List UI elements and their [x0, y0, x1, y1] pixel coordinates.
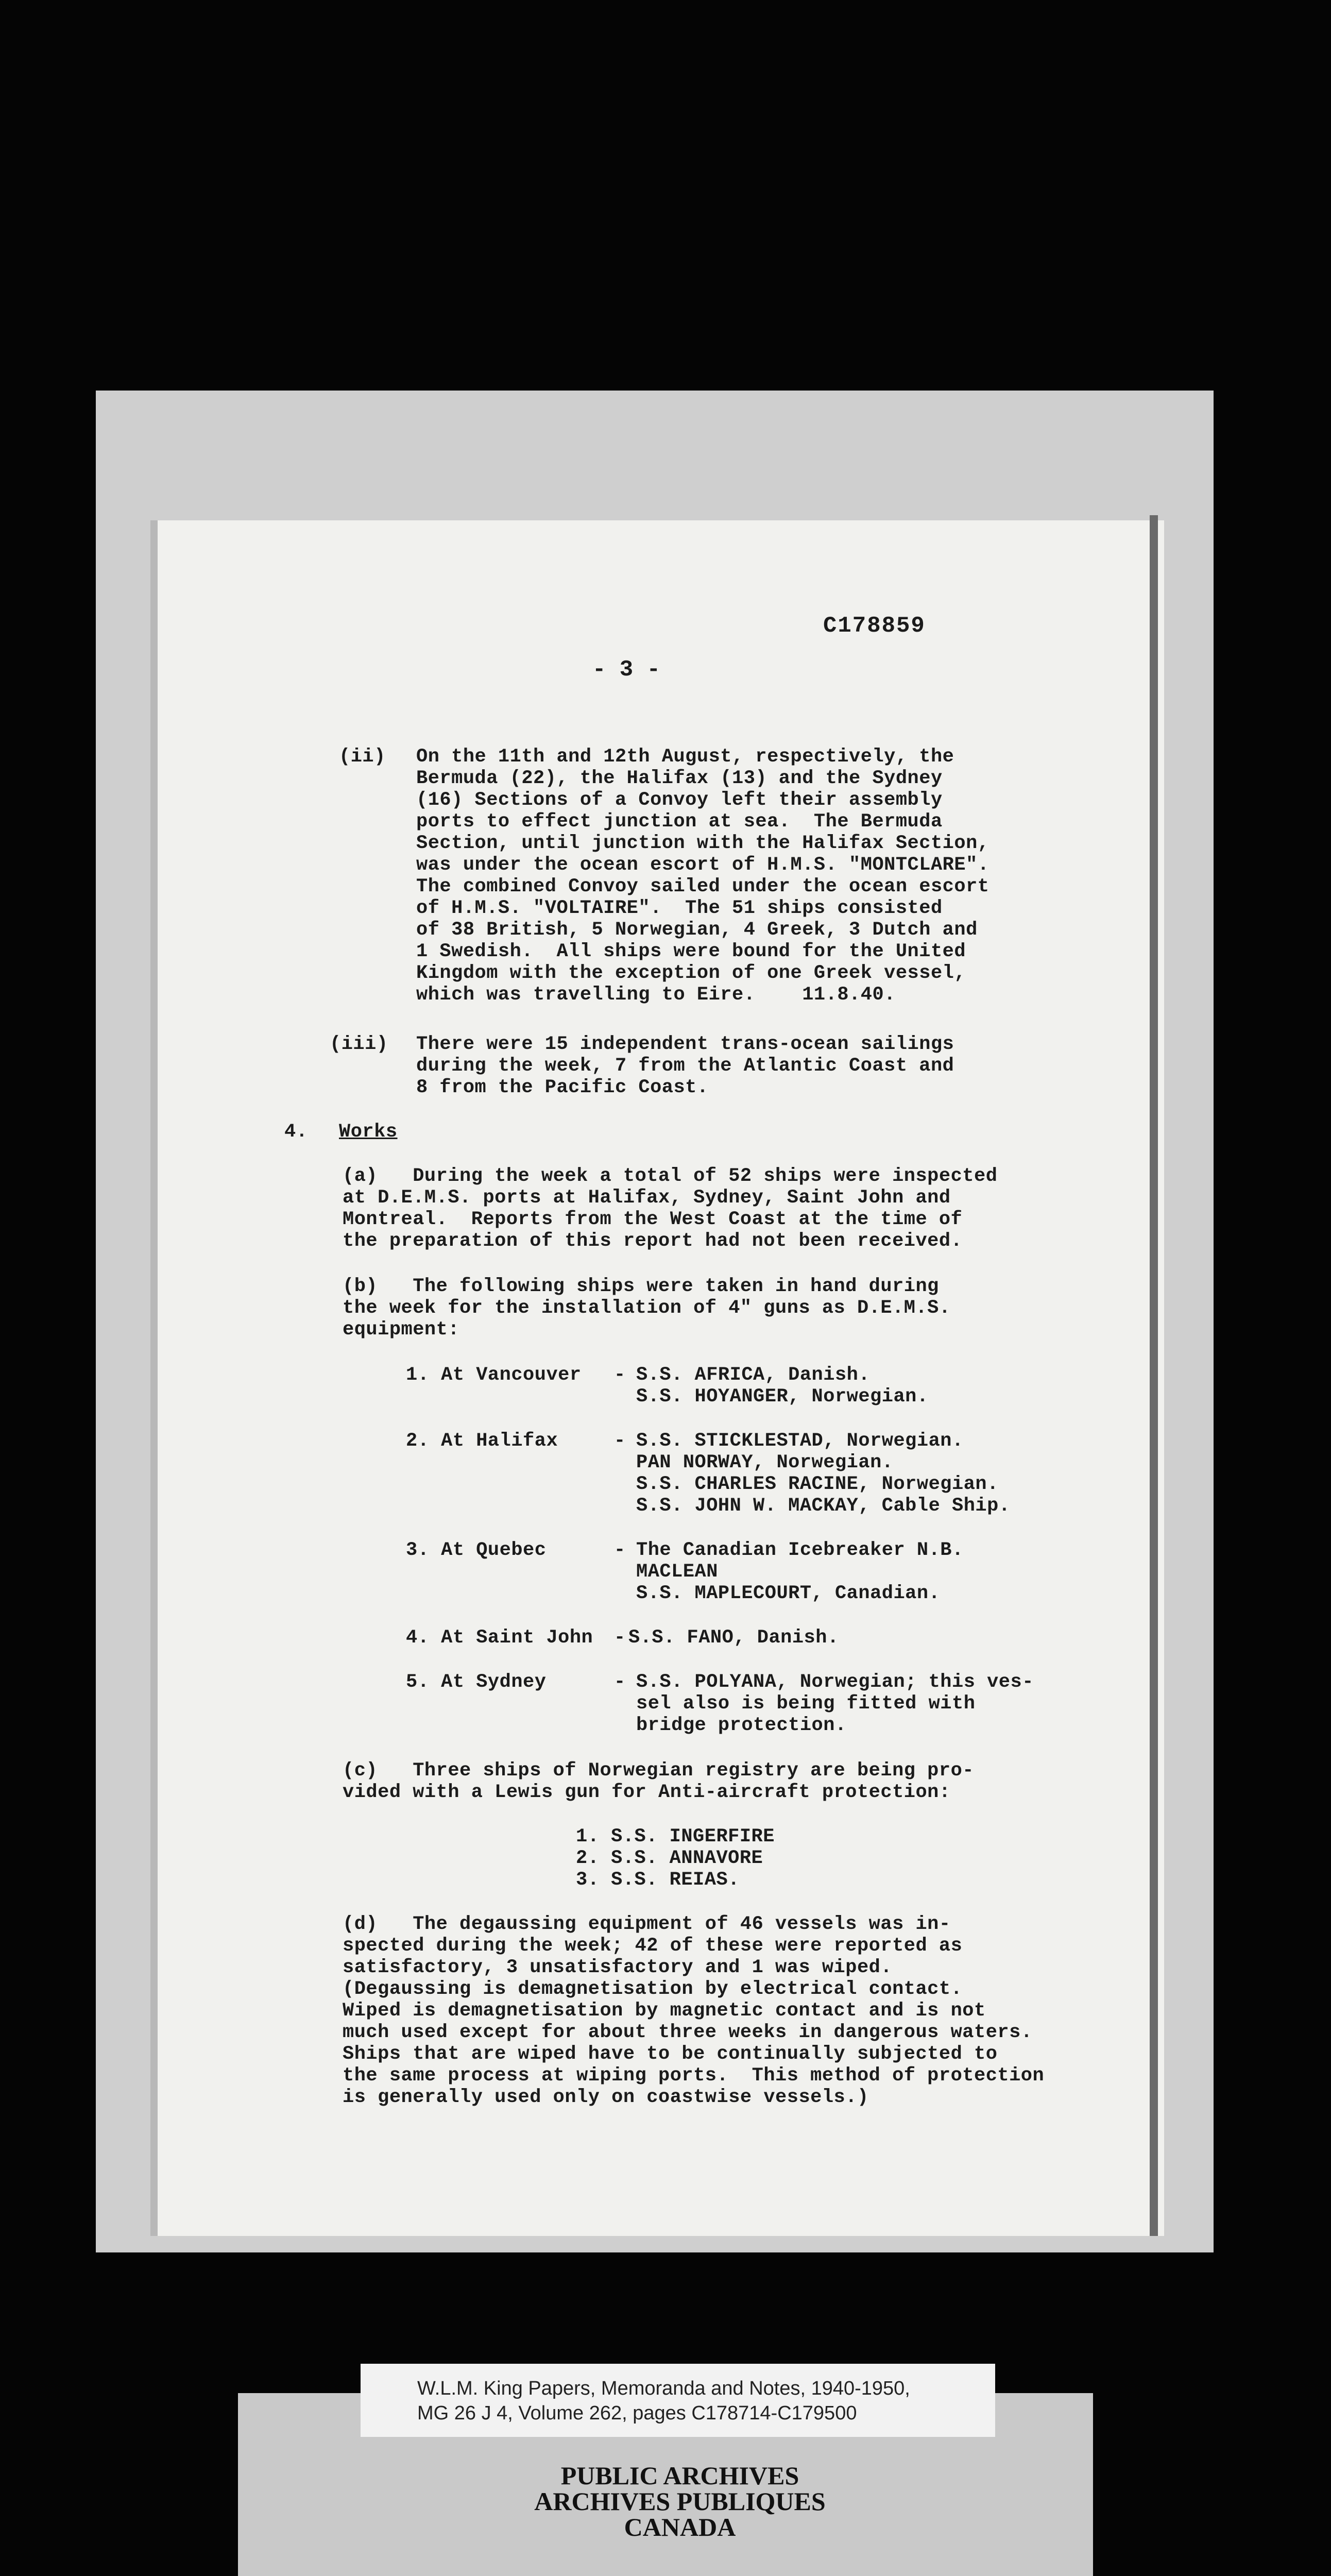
para-d-line: spected during the week; 42 of these were reported as [343, 1935, 963, 1957]
ship-entry: S.S. MAPLECOURT, Canadian. [636, 1583, 941, 1604]
location-separator: - [614, 1627, 626, 1649]
ship-entry: PAN NORWAY, Norwegian. [636, 1452, 894, 1473]
para-ii-line: Section, until junction with the Halifax Section, [416, 833, 989, 854]
para-ii-line: of 38 British, 5 Norwegian, 4 Greek, 3 Dutch and [416, 919, 978, 941]
para-ii-line: of H.M.S. "VOLTAIRE". The 51 ships consisted [416, 897, 943, 919]
para-iii-line: during the week, 7 from the Atlantic Coast and [416, 1055, 954, 1077]
para-ii-line: Kingdom with the exception of one Greek vessel, [416, 962, 966, 984]
para-c-line: (c) Three ships of Norwegian registry are being pro- [343, 1760, 974, 1782]
archive-label-line: MG 26 J 4, Volume 262, pages C178714-C179500 [417, 2402, 857, 2424]
para-ii-label: (ii) [339, 746, 386, 768]
page-fold [150, 520, 158, 2236]
location-separator: - [614, 1430, 626, 1452]
ship-entry: The Canadian Icebreaker N.B. [636, 1539, 964, 1561]
para-b-line: the week for the installation of 4" guns as D.E.M.S. [343, 1297, 951, 1319]
para-ii-line: was under the ocean escort of H.M.S. "MONTCLARE". [416, 854, 989, 876]
para-a-line: (a) During the week a total of 52 ships were inspected [343, 1165, 998, 1187]
location-separator: - [614, 1539, 626, 1561]
archive-stamp-line: ARCHIVES PUBLIQUES [534, 2487, 826, 2516]
ship-entry: S.S. STICKLESTAD, Norwegian. [636, 1430, 964, 1452]
ship-entry: S.S. POLYANA, Norwegian; this ves- [636, 1671, 1034, 1693]
page-number: - 3 - [592, 657, 661, 683]
para-b-line: (b) The following ships were taken in hand during [343, 1276, 939, 1297]
lewis-gun-ship: 1. S.S. INGERFIRE [576, 1826, 775, 1848]
document-number: C178859 [823, 613, 926, 639]
para-ii-line: Bermuda (22), the Halifax (13) and the Sydney [416, 768, 943, 789]
archive-stamp-line: CANADA [624, 2513, 736, 2541]
lewis-gun-ship: 3. S.S. REIAS. [576, 1869, 740, 1891]
para-b-line: equipment: [343, 1319, 460, 1341]
location-separator: - [614, 1364, 626, 1386]
para-a-line: the preparation of this report had not been received. [343, 1230, 963, 1252]
location-separator: - [614, 1671, 626, 1693]
ship-entry: S.S. FANO, Danish. [628, 1627, 839, 1649]
para-d-line: much used except for about three weeks in dangerous waters. [343, 2022, 1033, 2043]
para-a-line: Montreal. Reports from the West Coast at the time of [343, 1209, 963, 1230]
page-edge-shadow [1150, 515, 1158, 2236]
ship-entry: S.S. HOYANGER, Norwegian. [636, 1386, 929, 1408]
archive-label-line: W.L.M. King Papers, Memoranda and Notes, 1940-1950, [417, 2378, 910, 2399]
para-d-line: Wiped is demagnetisation by magnetic contact and is not [343, 2000, 986, 2022]
ship-entry: S.S. JOHN W. MACKAY, Cable Ship. [636, 1495, 1011, 1517]
section-title: Works [339, 1121, 398, 1143]
ship-entry: bridge protection. [636, 1715, 847, 1736]
para-a-line: at D.E.M.S. ports at Halifax, Sydney, Saint John and [343, 1187, 951, 1209]
ship-entry: S.S. CHARLES RACINE, Norwegian. [636, 1473, 999, 1495]
location-place: 5. At Sydney [406, 1671, 547, 1693]
para-iii-label: (iii) [330, 1033, 388, 1055]
para-iii-line: There were 15 independent trans-ocean sailings [416, 1033, 954, 1055]
location-place: 4. At Saint John [406, 1627, 593, 1649]
location-place: 1. At Vancouver [406, 1364, 582, 1386]
para-d-line: is generally used only on coastwise vessels.) [343, 2087, 869, 2108]
para-d-line: (Degaussing is demagnetisation by electrical contact. [343, 1978, 963, 2000]
para-d-line: satisfactory, 3 unsatisfactory and 1 was wiped. [343, 1957, 893, 1978]
archive-stamp-line: PUBLIC ARCHIVES [560, 2461, 799, 2490]
location-place: 3. At Quebec [406, 1539, 547, 1561]
para-d-line: Ships that are wiped have to be continually subjected to [343, 2043, 998, 2065]
ship-entry: sel also is being fitted with [636, 1693, 976, 1715]
para-ii-line: On the 11th and 12th August, respectively, the [416, 746, 954, 768]
lewis-gun-ship: 2. S.S. ANNAVORE [576, 1848, 763, 1869]
para-ii-line: (16) Sections of a Convoy left their assembly [416, 789, 943, 811]
para-ii-line: The combined Convoy sailed under the ocean escort [416, 876, 989, 897]
ship-entry: S.S. AFRICA, Danish. [636, 1364, 871, 1386]
para-d-line: (d) The degaussing equipment of 46 vessels was in- [343, 1913, 951, 1935]
para-iii-line: 8 from the Pacific Coast. [416, 1077, 709, 1098]
para-c-line: vided with a Lewis gun for Anti-aircraft protection: [343, 1782, 951, 1803]
location-place: 2. At Halifax [406, 1430, 558, 1452]
para-d-line: the same process at wiping ports. This method of protection [343, 2065, 1045, 2087]
para-ii-line: which was travelling to Eire. 11.8.40. [416, 984, 896, 1006]
para-ii-line: 1 Swedish. All ships were bound for the United [416, 941, 966, 962]
section-number: 4. [284, 1121, 308, 1143]
ship-entry: MACLEAN [636, 1561, 718, 1583]
para-ii-line: ports to effect junction at sea. The Bermuda [416, 811, 943, 833]
